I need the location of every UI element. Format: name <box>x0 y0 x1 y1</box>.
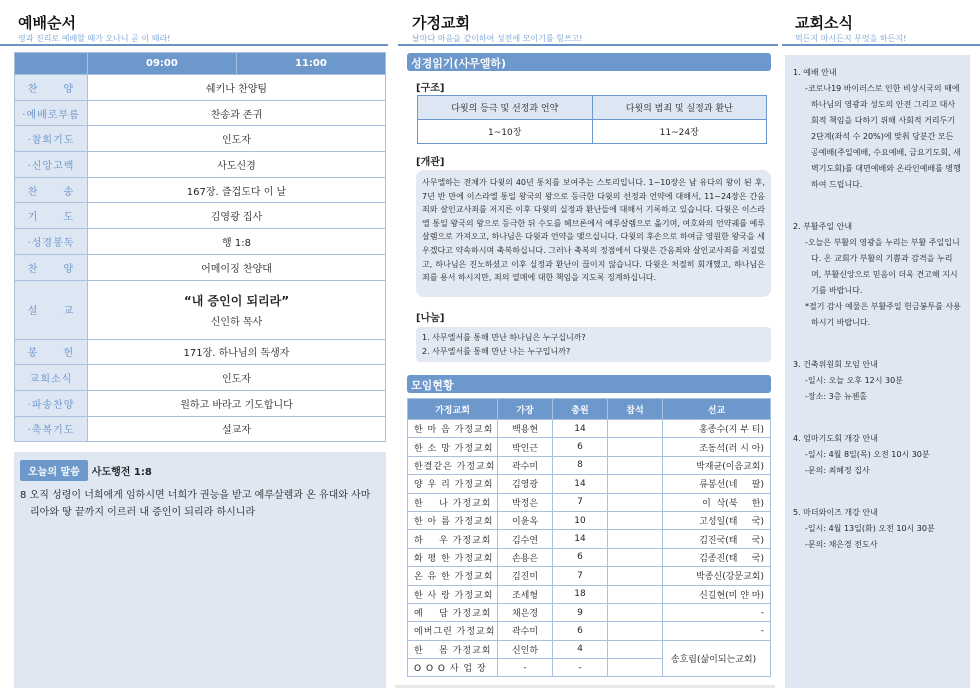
order-value: 인도자 <box>88 126 386 152</box>
attendance <box>608 585 663 603</box>
overview-label: [개관] <box>416 157 445 168</box>
leader: 백용현 <box>498 420 553 438</box>
column-header: 총원 <box>553 399 608 420</box>
section-title: 교회소식 <box>795 14 853 32</box>
table-row <box>408 493 771 511</box>
leader: - <box>498 659 553 677</box>
question: 1. 사무엘서를 통해 만난 하나님은 누구십니까? <box>422 333 586 342</box>
news-heading: 2. 부활주일 안내 <box>793 222 853 231</box>
group-name: 하 우 가정교회 <box>408 530 498 548</box>
leader: 박인근 <box>498 438 553 456</box>
column-header: 선교 <box>663 399 771 420</box>
total: 7 <box>553 567 608 585</box>
attendance <box>608 438 663 456</box>
total: 6 <box>553 622 608 640</box>
mission: 박종신(강문교회) <box>663 567 771 585</box>
mission: 고성일(태 국) <box>663 511 771 529</box>
order-label: 봉 헌 <box>15 339 88 365</box>
divider <box>398 44 778 46</box>
attendance <box>608 511 663 529</box>
group-name: 한 마 음 가정교회 <box>408 420 498 438</box>
sharing-questions <box>416 327 771 362</box>
mission: 조동석(러 시 아) <box>663 438 771 456</box>
structure-table: 다윗의 등극 및 선정과 언약 다윗의 범죄 및 실정과 환난 1~10장 11~24장 <box>417 95 767 144</box>
news-item <box>793 505 962 553</box>
leader: 조세형 <box>498 585 553 603</box>
time-0900: 09:00 <box>88 53 237 75</box>
order-row <box>15 126 386 152</box>
attendance <box>608 640 663 658</box>
order-row <box>15 339 386 365</box>
table-row <box>408 420 771 438</box>
attendance <box>608 456 663 474</box>
order-label: 찬 양 <box>15 75 88 101</box>
order-row <box>15 390 386 416</box>
news-item <box>793 219 962 331</box>
leader: 김수연 <box>498 530 553 548</box>
table-row <box>408 585 771 603</box>
order-row <box>15 152 386 178</box>
order-label: 찬 양 <box>15 254 88 280</box>
todays-word <box>14 452 386 688</box>
mission: - <box>663 622 771 640</box>
section-title: 예배순서 <box>18 14 76 32</box>
group-name: 한 아 름 가정교회 <box>408 511 498 529</box>
mission: 김종진(태 국) <box>663 548 771 566</box>
order-row <box>15 280 386 339</box>
structure-label: [구조] <box>416 83 445 94</box>
order-value: 김영광 집사 <box>88 203 386 229</box>
sermon-title: “내 증인이 되리라” <box>183 293 290 308</box>
mission: 신길현(미 얀 마) <box>663 585 771 603</box>
order-row <box>15 100 386 126</box>
mission: - <box>663 603 771 621</box>
order-value: 찬송과 존귀 <box>88 100 386 126</box>
overview-text: 사무엘하는 전체가 다윗의 40년 통치를 보여주는 스토리입니다. 1~10장은 남 유다의 왕이 된 후, 7년 반 만에 이스라엘 통일 왕국의 왕으로 등극한 다윗의 선정과 언약에 대해서, 11~24장은 간음죄와 살인교사죄를 저지른 이후 다윗의 실정과 환난들에 대해서 기록하고 있습니다. 다윗은 이스라엘 통일 왕국의 왕으로 등극한 뒤 수도를 헤브론에서 예루살렘으로 옮기며, 여호와의 언약궤를 예루살렘으로 가져오고, 하나님은 다윗과 언약을 맺으십니다. 다윗의 후손으로 하여금 영원한 왕국을 세우겠다고 약속하시며 축복하십니다. 그러나 축복의 정점에서 다윗은 간음죄와 살인교사죄를 저질렀고, 하나님은 진노하셨고 이후 실정과 환난이 끊이지 않습니다. 다윗은 처절히 회개했고, 하나님은 죄를 용서 하시지만, 죄의 열매에 대한 책임을 지도록 징계하십니다. <box>416 170 771 297</box>
news-item <box>793 431 962 479</box>
order-label: ·파송찬양 <box>15 390 88 416</box>
order-row <box>15 365 386 391</box>
group-name: 한결같은 가정교회 <box>408 456 498 474</box>
section-subtitle: 날마다 마음을 같이하여 성전에 모이기를 힘쓰고! <box>412 34 583 43</box>
leader: 이윤옥 <box>498 511 553 529</box>
table-row <box>408 438 771 456</box>
mission: 홍종수(지 부 티) <box>663 420 771 438</box>
mission: 김진국(태 국) <box>663 530 771 548</box>
news-line: -일시: 오늘 오후 12시 30분 <box>805 376 903 385</box>
divider <box>782 44 980 46</box>
news-heading: 5. 마더와이즈 개강 안내 <box>793 508 878 517</box>
news-line: -일시: 4월 13일(화) 오전 10시 30분 <box>805 524 935 533</box>
news-line: -코로나19 바이러스로 인한 비상시국의 때에 하나님의 영광과 성도의 안전 그리고 대사회적 책임을 다하기 위해 사회적 거리두기 2단계(좌석 수 20%)에 맞춰 당분간 모든 공예배(주일예배, 수요예배, 금요기도회, 새벽기도회)를 대면예배와 온라인예배를 병행하여 드립니다. <box>805 84 961 189</box>
attendance <box>608 420 663 438</box>
group-name: 한 몸 가정교회 <box>408 640 498 658</box>
attendance <box>608 548 663 566</box>
order-row <box>15 416 386 442</box>
order-row <box>15 229 386 255</box>
group-name: 한 소 망 가정교회 <box>408 438 498 456</box>
total: 4 <box>553 640 608 658</box>
section-subtitle: 먹든지 마시든지 무엇을 하든지! <box>795 34 907 43</box>
order-label: 교회소식 <box>15 365 88 391</box>
news-item <box>793 65 962 193</box>
mission: 이 삭(북 한) <box>663 493 771 511</box>
table-row <box>408 548 771 566</box>
todays-word-badge: 오늘의 말씀 <box>20 460 88 481</box>
order-label: ·참회기도 <box>15 126 88 152</box>
section-title: 가정교회 <box>412 14 470 32</box>
attendance <box>608 622 663 640</box>
news-heading: 1. 예배 안내 <box>793 68 837 77</box>
order-value: 행 1:8 <box>88 229 386 255</box>
mission: 박재균(이음교회) <box>663 456 771 474</box>
total: - <box>553 659 608 677</box>
section-subtitle: 영과 진리로 예배할 때가 오나니 곧 이 때라! <box>18 34 171 43</box>
order-value: 167장. 즐겁도다 이 날 <box>88 177 386 203</box>
church-news-panel <box>785 55 970 688</box>
order-row <box>15 177 386 203</box>
leader: 손용은 <box>498 548 553 566</box>
attendance <box>608 659 663 677</box>
total: 6 <box>553 438 608 456</box>
leader: 곽수미 <box>498 456 553 474</box>
order-row <box>15 75 386 101</box>
divider <box>0 44 388 46</box>
verse-text: 8 오직 성령이 너희에게 임하시면 너희가 권능을 받고 예루살렘과 온 유대와 사마리아와 땅 끝까지 이르러 내 증인이 되리라 하시니라 <box>20 490 371 518</box>
order-value <box>88 280 386 339</box>
total: 7 <box>553 493 608 511</box>
total: 14 <box>553 420 608 438</box>
group-name: 한 나 가정교회 <box>408 493 498 511</box>
order-row <box>15 254 386 280</box>
leader: 채은경 <box>498 603 553 621</box>
total: 14 <box>553 475 608 493</box>
table-row <box>408 530 771 548</box>
total: 8 <box>553 456 608 474</box>
order-row <box>15 203 386 229</box>
order-value: 171장. 하나님의 독생자 <box>88 339 386 365</box>
news-line: *절기 감사 예물은 부활주일 헌금봉투를 사용하시기 바랍니다. <box>805 302 961 327</box>
order-label: ·예배로부름 <box>15 100 88 126</box>
column-header: 가정교회 <box>408 399 498 420</box>
sharing-label: [나눔] <box>416 313 445 324</box>
order-value: 인도자 <box>88 365 386 391</box>
group-name: 화 평 한 가정교회 <box>408 548 498 566</box>
order-label: 설 교 <box>15 280 88 339</box>
time-1100: 11:00 <box>236 53 385 75</box>
attendance <box>608 567 663 585</box>
leader: 김영광 <box>498 475 553 493</box>
order-label: ·신앙고백 <box>15 152 88 178</box>
leader: 곽수미 <box>498 622 553 640</box>
news-item <box>793 357 962 405</box>
news-line: -일시: 4월 8일(목) 오전 10시 30분 <box>805 450 930 459</box>
column-header: 가장 <box>498 399 553 420</box>
table-row <box>408 622 771 640</box>
column-header: 참석 <box>608 399 663 420</box>
worship-order-table <box>14 52 386 442</box>
leader: 박정은 <box>498 493 553 511</box>
attendance <box>608 530 663 548</box>
news-heading: 3. 건축위원회 모임 안내 <box>793 360 878 369</box>
preacher: 신인하 목사 <box>210 316 263 328</box>
total: 6 <box>553 548 608 566</box>
mission: 류봉선(네 팔) <box>663 475 771 493</box>
attendance <box>608 493 663 511</box>
order-label: ·성경봉독 <box>15 229 88 255</box>
order-value: 쉐키나 찬양팀 <box>88 75 386 101</box>
news-heading: 4. 엄마기도회 개강 안내 <box>793 434 878 443</box>
news-line: -오늘은 부활의 영광을 누리는 부활 주일입니다. 온 교회가 부활의 기쁨과 감격을 누리며, 부활신앙으로 믿음이 더욱 견고해 지시기를 바랍니다. <box>805 238 960 295</box>
order-value: 사도신경 <box>88 152 386 178</box>
group-name: 예 담 가정교회 <box>408 603 498 621</box>
group-name: 온 유 한 가정교회 <box>408 567 498 585</box>
order-value: 어메이징 찬양대 <box>88 254 386 280</box>
group-name: O O O 사 업 장 <box>408 659 498 677</box>
total: 9 <box>553 603 608 621</box>
group-name: 양 우 리 가정교회 <box>408 475 498 493</box>
news-line: -장소: 3층 뉴젠홀 <box>805 392 868 401</box>
group-name: 한 사 랑 가정교회 <box>408 585 498 603</box>
news-line: -문의: 최혜정 집사 <box>805 466 870 475</box>
attendance <box>608 603 663 621</box>
total: 18 <box>553 585 608 603</box>
order-label: 기 도 <box>15 203 88 229</box>
table-row <box>408 603 771 621</box>
attendance <box>608 475 663 493</box>
table-row <box>408 475 771 493</box>
table-row <box>408 640 771 658</box>
table-row <box>408 511 771 529</box>
groups-bar: 모임현황 <box>407 375 771 393</box>
leader: 김진미 <box>498 567 553 585</box>
total: 14 <box>553 530 608 548</box>
table-row <box>408 567 771 585</box>
house-church-table <box>407 398 771 677</box>
order-label: ·축복기도 <box>15 416 88 442</box>
order-label: 찬 송 <box>15 177 88 203</box>
verse-reference: 사도행전 1:8 <box>91 467 152 478</box>
total: 10 <box>553 511 608 529</box>
question: 2. 사무엘서를 통해 만난 나는 누구입니까? <box>422 346 571 356</box>
order-value: 원하고 바라고 기도합니다 <box>88 390 386 416</box>
leader: 신인하 <box>498 640 553 658</box>
bible-reading-bar: 성경읽기(사무엘하) <box>407 53 771 71</box>
mission: 송호림(삶이되는교회) <box>663 640 771 677</box>
group-name: 에버그린 가정교회 <box>408 622 498 640</box>
table-row <box>408 456 771 474</box>
order-value: 설교자 <box>88 416 386 442</box>
news-line: -문의: 채은경 전도사 <box>805 540 878 549</box>
